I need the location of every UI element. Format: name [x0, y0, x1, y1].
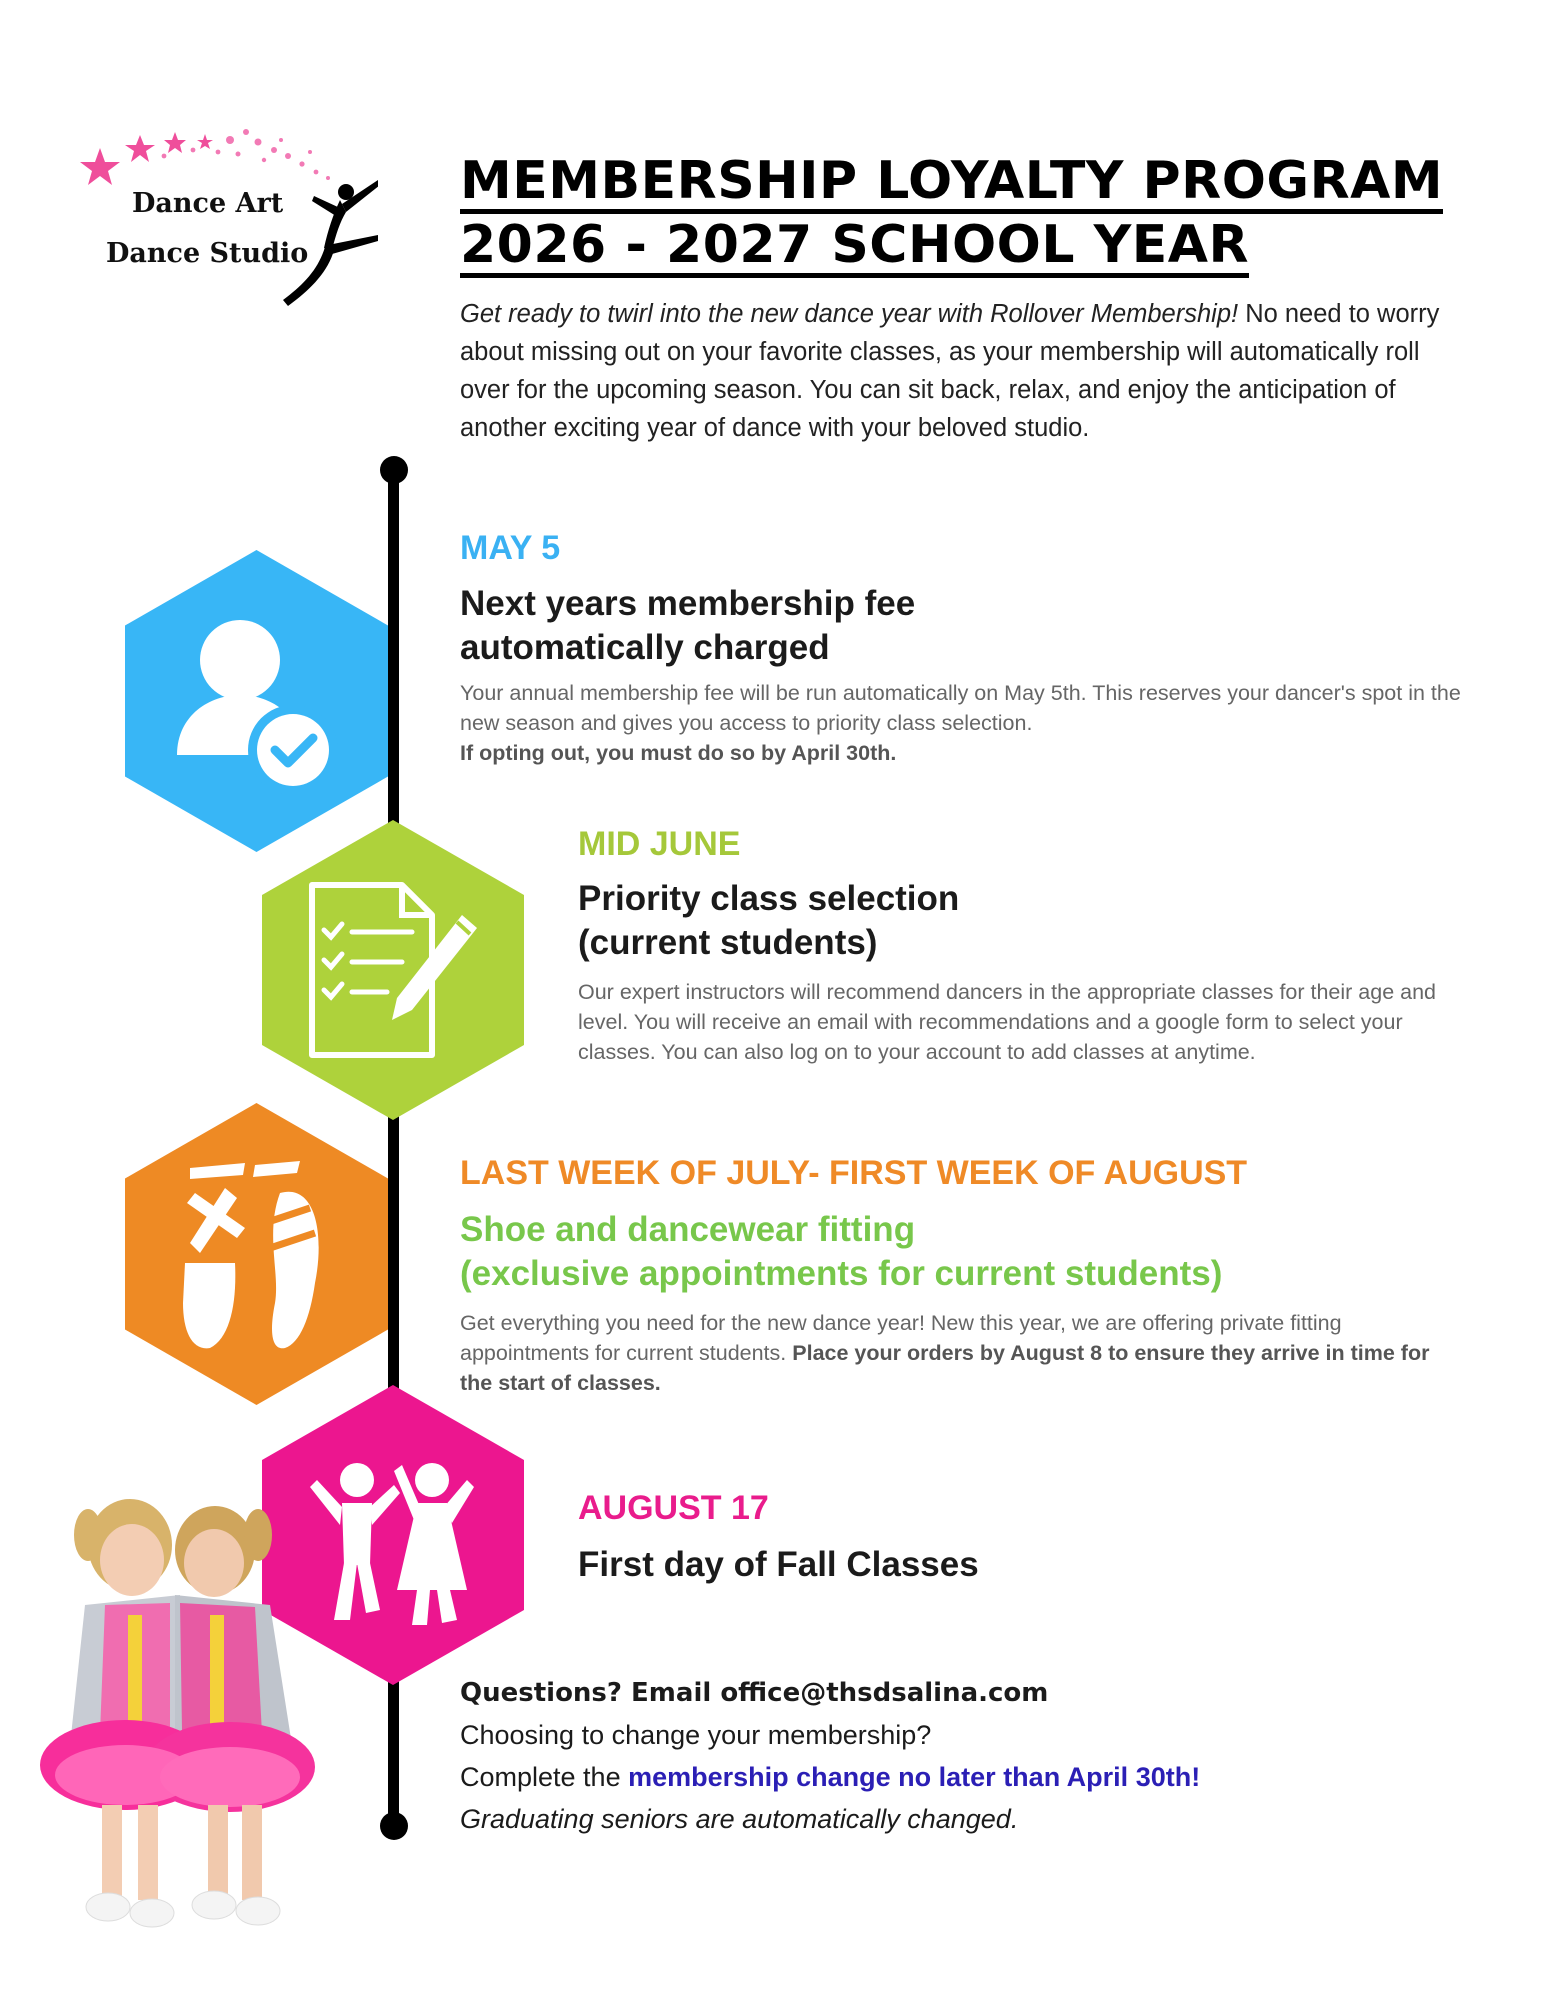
timeline-1-heading — [460, 582, 1360, 670]
intro-text: No need to worry about missing out on your favorite classes, as your membership will automatically roll over for the upcoming season. You can sit back, relax, and enjoy the anticipation of another exciting year of dance with your beloved studio. — [460, 300, 1440, 442]
timeline-3-body-text: Get everything you need for the new dance year! New this year, we are offering private fitting appointments for current students. — [460, 1311, 1342, 1365]
timeline-3-heading-line1: Shoe and dancewear fitting — [460, 1210, 916, 1249]
timeline-3-body-bold: Place your orders by August 8 to ensure they arrive in time for the start of classes. — [460, 1341, 1430, 1395]
timeline-3-body — [460, 1308, 1460, 1398]
timeline-2-date: MID JUNE — [578, 825, 741, 863]
change-membership-instruction — [460, 1756, 1500, 1798]
membership-change-link[interactable]: membership change no later than April 30th! — [628, 1762, 1201, 1792]
hex-ballet-shoes — [125, 1103, 388, 1405]
timeline-4-heading: First day of Fall Classes — [578, 1545, 979, 1584]
intro-italic: Get ready to twirl into the new dance year with Rollover Membership! — [460, 300, 1239, 328]
timeline-4-date: AUGUST 17 — [578, 1489, 769, 1527]
studio-name-line2: Dance Studio — [106, 238, 309, 269]
timeline-3-heading-line2: (exclusive appointments for current students) — [460, 1254, 1223, 1293]
timeline-1-body — [460, 678, 1470, 768]
timeline-1-heading-line2: automatically charged — [460, 628, 830, 667]
user-check-icon — [125, 550, 388, 852]
footer-info — [460, 1672, 1500, 1840]
title-line2: 2026 - 2027 SCHOOL YEAR — [460, 217, 1249, 278]
timeline-2-heading-line2: (current students) — [578, 923, 878, 962]
dancing-girls-illustration-icon — [30, 1475, 330, 1945]
title-line1: MEMBERSHIP LOYALTY PROGRAM — [460, 153, 1443, 214]
change-membership-question: Choosing to change your membership? — [460, 1720, 932, 1750]
ballet-shoes-icon — [125, 1103, 388, 1405]
graduating-seniors-note: Graduating seniors are automatically changed. — [460, 1804, 1019, 1834]
questions-email: Questions? Email office@thsdsalina.com — [460, 1678, 1049, 1708]
timeline-3-date: LAST WEEK OF JULY- FIRST WEEK OF AUGUST — [460, 1154, 1248, 1192]
timeline-2-heading-line1: Priority class selection — [578, 879, 960, 918]
timeline-2-heading — [578, 877, 1478, 965]
hex-checklist — [262, 820, 524, 1120]
timeline-1-date: MAY 5 — [460, 529, 561, 567]
change-membership-prefix: Complete the — [460, 1762, 629, 1792]
studio-logo — [78, 120, 378, 310]
hex-user-check — [125, 550, 388, 852]
timeline-3-heading — [460, 1208, 1500, 1296]
timeline-start-dot — [380, 456, 408, 484]
timeline-1-body-text: Your annual membership fee will be run automatically on May 5th. This reserves your dancer's spot in the new season and gives you access to priority class selection. — [460, 681, 1461, 735]
timeline-1-heading-line1: Next years membership fee — [460, 584, 916, 623]
intro-paragraph — [460, 295, 1460, 447]
timeline-end-dot — [380, 1812, 408, 1840]
dancers-photo — [30, 1475, 330, 1945]
checklist-pen-icon — [262, 820, 524, 1120]
timeline-2-body: Our expert instructors will recommend dancers in the appropriate classes for their age and level. You will receive an email with recommendations and a google form to select your classes. You can also log on to your account to add classes at anytime. — [578, 980, 1437, 1064]
studio-name-line1: Dance Art — [132, 188, 284, 219]
page-title — [460, 150, 1500, 278]
timeline-1-body-bold: If opting out, you must do so by April 30th. — [460, 741, 897, 765]
